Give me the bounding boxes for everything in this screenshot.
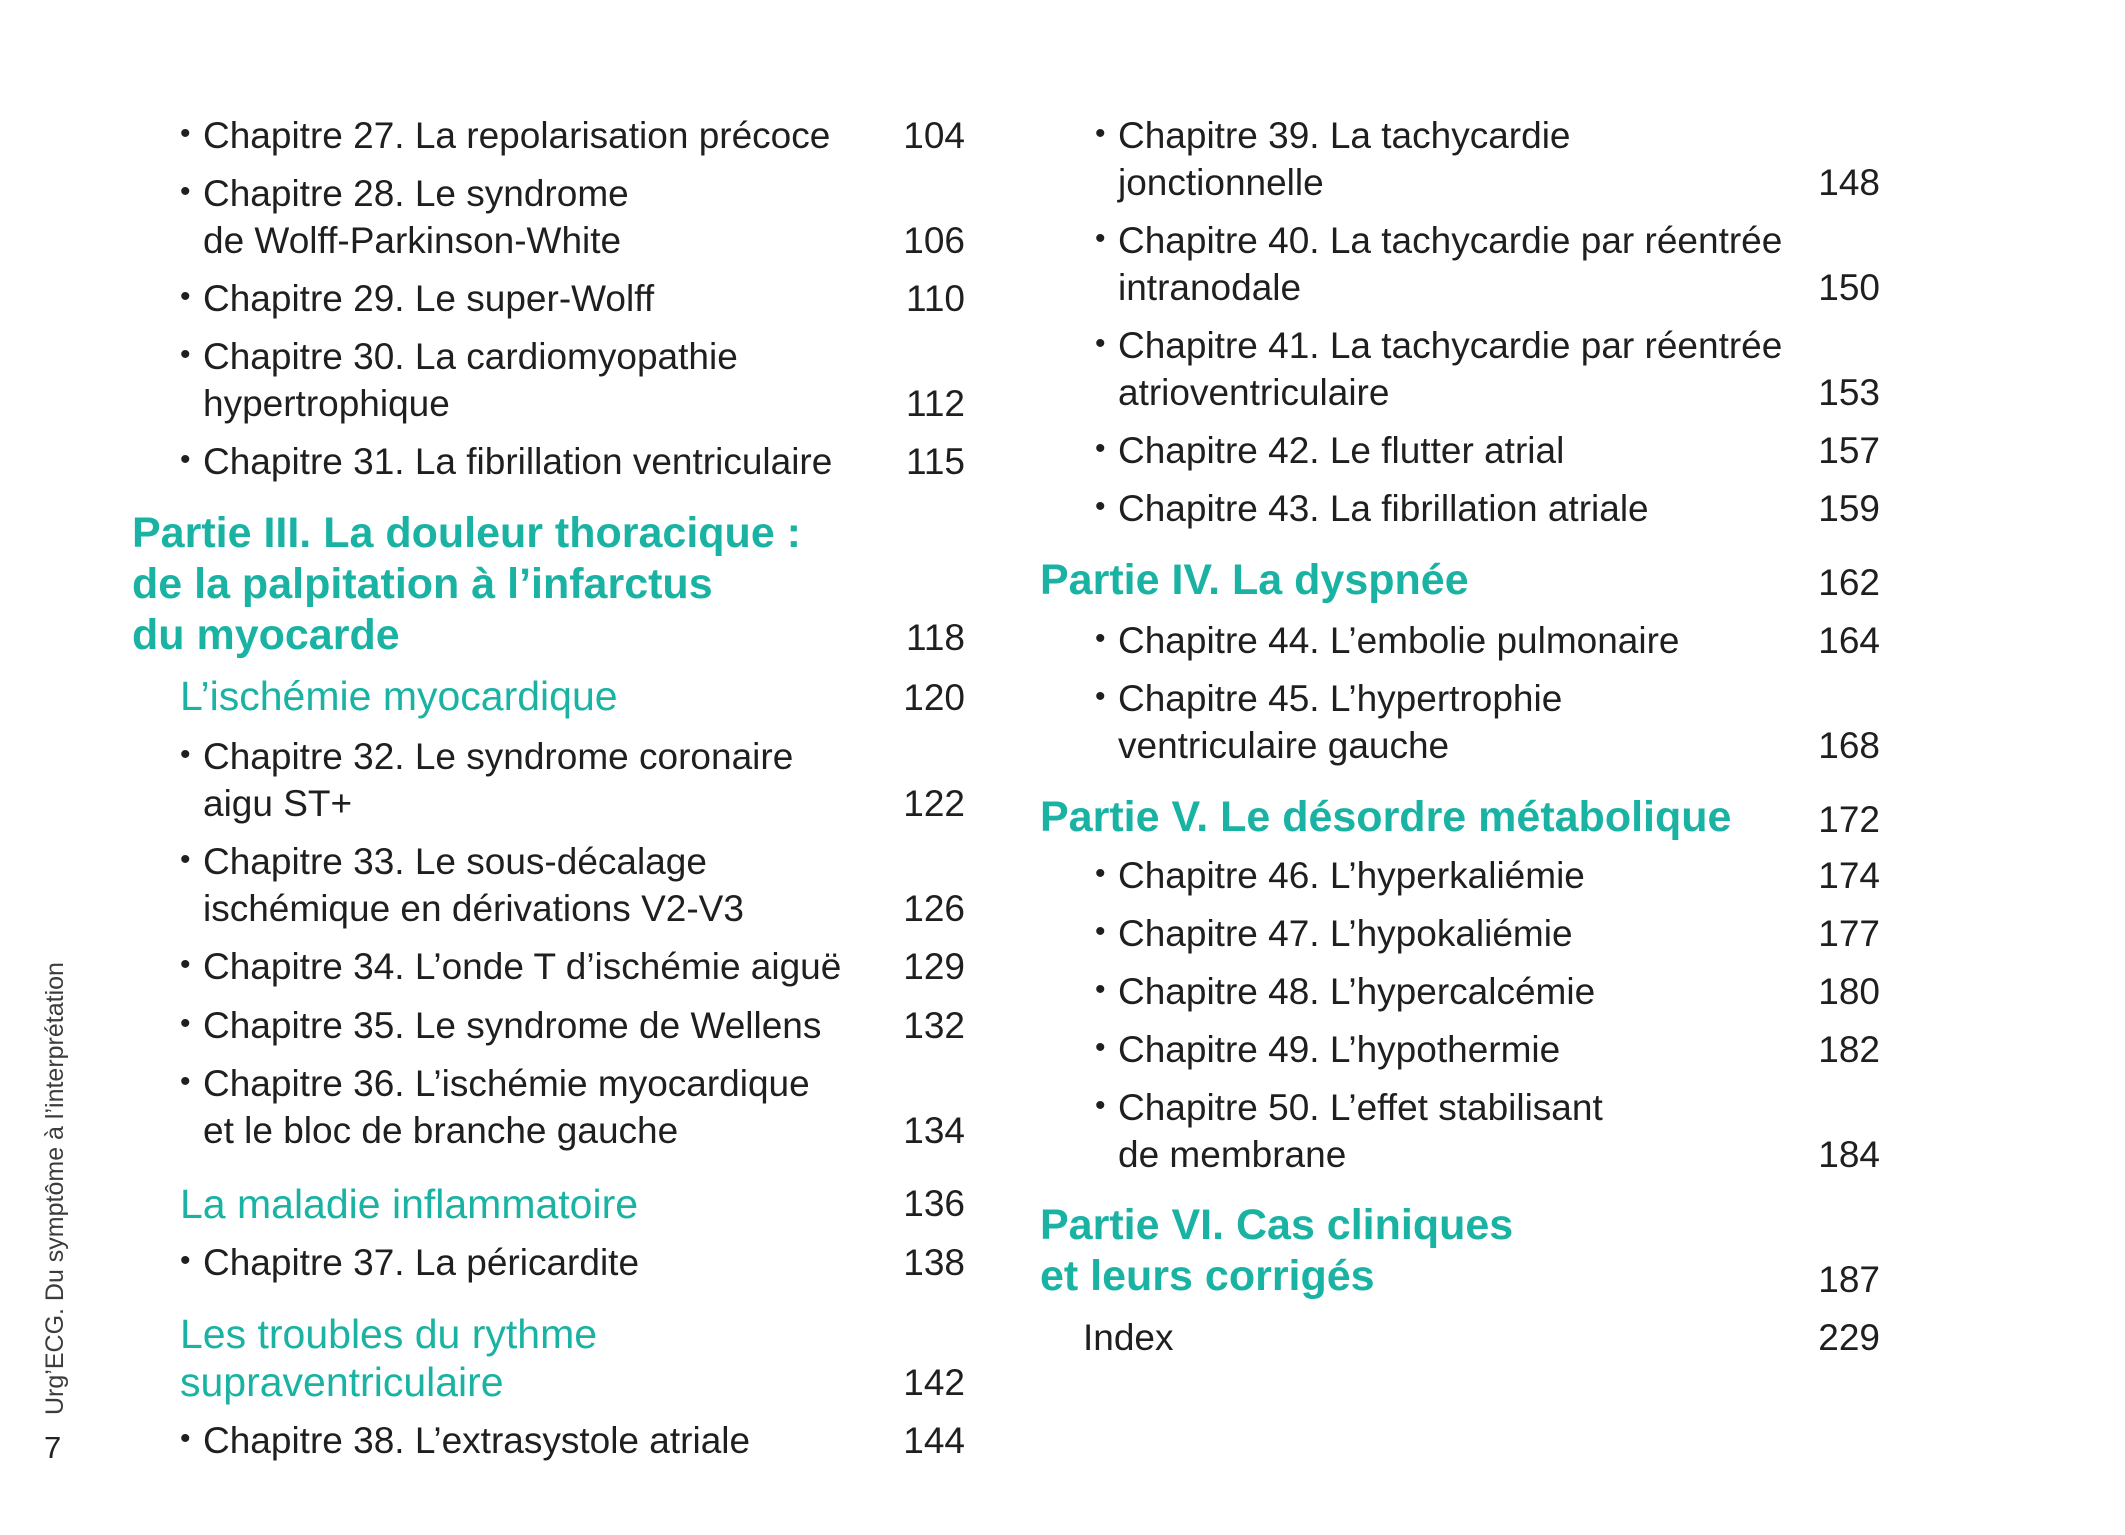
section-heading-line: Les troubles du rythme — [180, 1311, 598, 1357]
section-heading: L’ischémie myocardique — [180, 673, 618, 719]
page-ref: 172 — [1818, 799, 1880, 840]
page-ref: 153 — [1818, 372, 1880, 413]
page-ref: 144 — [903, 1420, 965, 1461]
chapter-title-line: Chapitre 33. Le sous-décalage — [203, 841, 707, 882]
page-ref: 150 — [1818, 267, 1880, 308]
list-bullet: • — [1095, 915, 1106, 948]
chapter-title-line: Chapitre 44. L’embolie pulmonaire — [1118, 620, 1680, 661]
chapter-title-line: et le bloc de branche gauche — [203, 1110, 679, 1151]
chapter-title-line: Chapitre 29. Le super-Wolff — [203, 278, 655, 319]
page-ref: 162 — [1818, 562, 1880, 603]
chapter-title-line: Chapitre 50. L’effet stabilisant — [1118, 1087, 1603, 1128]
list-bullet: • — [1095, 973, 1106, 1006]
list-bullet: • — [180, 1065, 191, 1098]
chapter-title-line: Chapitre 38. L’extrasystole atriale — [203, 1420, 751, 1461]
list-bullet: • — [1095, 117, 1106, 150]
page-ref: 177 — [1818, 913, 1880, 954]
page-ref: 129 — [903, 946, 965, 987]
chapter-title-line: Chapitre 39. La tachycardie — [1118, 115, 1571, 156]
list-bullet: • — [1095, 680, 1106, 713]
chapter-title-line: Chapitre 37. La péricardite — [203, 1242, 640, 1283]
chapter-title-line: Chapitre 41. La tachycardie par réentrée — [1118, 325, 1783, 366]
chapter-title-line: Chapitre 32. Le syndrome coronaire — [203, 736, 794, 777]
chapter-title-line: Chapitre 36. L’ischémie myocardique — [203, 1063, 810, 1104]
chapter-title-line: Chapitre 27. La repolarisation précoce — [203, 115, 831, 156]
running-title: Urg’ECG. Du symptôme à l’interprétation — [41, 962, 69, 1415]
section-heading-line: supraventriculaire — [180, 1359, 504, 1405]
page-ref: 112 — [906, 383, 965, 424]
part-heading: Partie V. Le désordre métabolique — [1040, 793, 1732, 841]
page-ref: 182 — [1818, 1029, 1880, 1070]
list-bullet: • — [180, 443, 191, 476]
list-bullet: • — [1095, 1089, 1106, 1122]
list-bullet: • — [1095, 222, 1106, 255]
chapter-title-line: Chapitre 42. Le flutter atrial — [1118, 430, 1565, 471]
page-ref: 115 — [906, 441, 965, 482]
page-ref: 120 — [903, 677, 965, 718]
chapter-title-line: intranodale — [1118, 267, 1302, 308]
page-ref: 142 — [903, 1362, 965, 1403]
chapter-title-line: hypertrophique — [203, 383, 450, 424]
index-entry: Index — [1083, 1317, 1174, 1358]
page-ref: 104 — [903, 115, 965, 156]
list-bullet: • — [180, 280, 191, 313]
list-bullet: • — [180, 338, 191, 371]
page-ref: 106 — [903, 220, 965, 261]
chapter-title-line: Chapitre 47. L’hypokaliémie — [1118, 913, 1573, 954]
chapter-title-line: Chapitre 49. L’hypothermie — [1118, 1029, 1561, 1070]
list-bullet: • — [180, 843, 191, 876]
chapter-title-line: Chapitre 34. L’onde T d’ischémie aiguë — [203, 946, 842, 987]
page-ref: 132 — [903, 1005, 965, 1046]
page-ref: 138 — [903, 1242, 965, 1283]
list-bullet: • — [1095, 490, 1106, 523]
chapter-title-line: Chapitre 46. L’hyperkaliémie — [1118, 855, 1585, 896]
part-heading-line: Partie III. La douleur thoracique : — [132, 509, 801, 557]
chapter-title-line: Chapitre 43. La fibrillation atriale — [1118, 488, 1649, 529]
page-ref: 159 — [1818, 488, 1880, 529]
chapter-title-line: Chapitre 45. L’hypertrophie — [1118, 678, 1563, 719]
page-ref: 187 — [1818, 1259, 1880, 1300]
list-bullet: • — [180, 1244, 191, 1277]
list-bullet: • — [180, 117, 191, 150]
list-bullet: • — [180, 175, 191, 208]
page-ref: 157 — [1818, 430, 1880, 471]
list-bullet: • — [1095, 622, 1106, 655]
chapter-title-line: jonctionnelle — [1118, 162, 1324, 203]
chapter-title-line: Chapitre 30. La cardiomyopathie — [203, 336, 738, 377]
page-ref: 118 — [906, 617, 965, 658]
page-ref: 168 — [1818, 725, 1880, 766]
section-heading: La maladie inflammatoire — [180, 1181, 639, 1227]
list-bullet: • — [180, 948, 191, 981]
list-bullet: • — [180, 738, 191, 771]
part-heading-line: de la palpitation à l’infarctus — [132, 560, 713, 608]
part-heading-line: et leurs corrigés — [1040, 1252, 1375, 1300]
page-ref: 229 — [1818, 1317, 1880, 1358]
list-bullet: • — [1095, 857, 1106, 890]
page-ref: 126 — [903, 888, 965, 929]
page-ref: 174 — [1818, 855, 1880, 896]
chapter-title-line: Chapitre 35. Le syndrome de Wellens — [203, 1005, 822, 1046]
page-ref: 184 — [1818, 1134, 1880, 1175]
page-ref: 148 — [1818, 162, 1880, 203]
part-heading-line: Partie VI. Cas cliniques — [1040, 1201, 1514, 1249]
page-number: 7 — [44, 1430, 62, 1465]
chapter-title-line: Chapitre 48. L’hypercalcémie — [1118, 971, 1596, 1012]
page-ref: 122 — [903, 783, 965, 824]
chapter-title-line: ischémique en dérivations V2-V3 — [203, 888, 744, 929]
list-bullet: • — [1095, 1031, 1106, 1064]
list-bullet: • — [180, 1422, 191, 1455]
part-heading-line: du myocarde — [132, 611, 400, 659]
list-bullet: • — [1095, 327, 1106, 360]
page-ref: 134 — [903, 1110, 965, 1151]
chapter-title-line: ventriculaire gauche — [1118, 725, 1450, 766]
page-ref: 180 — [1818, 971, 1880, 1012]
list-bullet: • — [180, 1007, 191, 1040]
chapter-title-line: de membrane — [1118, 1134, 1347, 1175]
list-bullet: • — [1095, 432, 1106, 465]
chapter-title-line: Chapitre 40. La tachycardie par réentrée — [1118, 220, 1783, 261]
page-ref: 110 — [906, 278, 965, 319]
chapter-title-line: de Wolff-Parkinson-White — [203, 220, 622, 261]
part-heading: Partie IV. La dyspnée — [1040, 556, 1469, 604]
chapter-title-line: aigu ST+ — [203, 783, 353, 824]
chapter-title-line: Chapitre 31. La fibrillation ventriculaire — [203, 441, 833, 482]
chapter-title-line: Chapitre 28. Le syndrome — [203, 173, 629, 214]
chapter-title-line: atrioventriculaire — [1118, 372, 1390, 413]
page-ref: 164 — [1818, 620, 1880, 661]
page-ref: 136 — [903, 1183, 965, 1224]
